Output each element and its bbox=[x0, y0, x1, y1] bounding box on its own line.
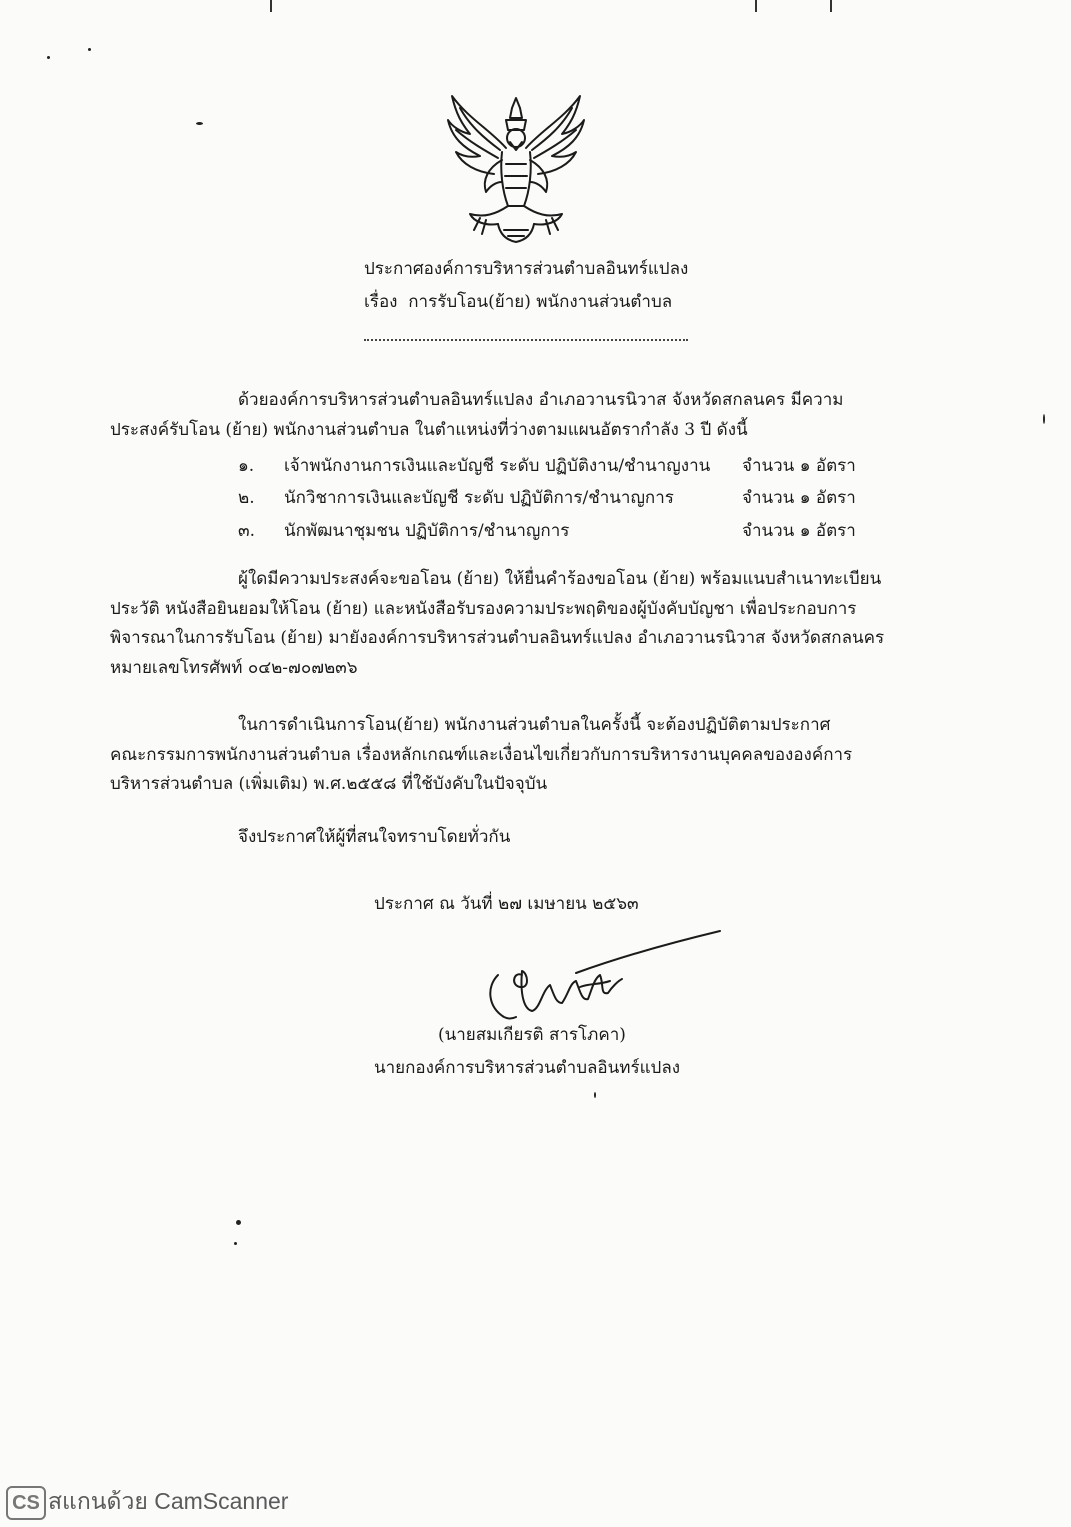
phone-number-line: หมายเลขโทรศัพท์ ๐๔๒-๗๐๗๒๓๖ bbox=[110, 657, 358, 678]
scan-speck bbox=[1043, 414, 1045, 424]
intro-line: ด้วยองค์การบริหารส่วนตำบลอินทร์แปลง อำเภอวานรนิวาส จังหวัดสกลนคร มีความ bbox=[238, 390, 844, 410]
position-count: จำนวน ๑ อัตรา bbox=[742, 521, 856, 541]
announcement-date: ประกาศ ณ วันที่ ๒๗ เมษายน ๒๕๖๓ bbox=[374, 894, 639, 914]
scan-edge-mark bbox=[755, 0, 757, 12]
regulation-paragraph bbox=[110, 711, 910, 800]
handwritten-signature-icon bbox=[480, 925, 730, 1030]
garuda-emblem-icon bbox=[440, 90, 592, 248]
dotted-divider bbox=[364, 339, 688, 341]
scan-edge-mark bbox=[830, 0, 832, 12]
regulation-line: บริหารส่วนตำบล (เพิ่มเติม) พ.ศ.๒๕๕๘ ที่ใช้บังคับในปัจจุบัน bbox=[110, 774, 548, 794]
application-line: ผู้ใดมีความประสงค์จะขอโอน (ย้าย) ให้ยื่นคำร้องขอโอน (ย้าย) พร้อมแนบสำเนาทะเบียน bbox=[238, 569, 882, 589]
scan-speck bbox=[47, 56, 50, 59]
intro-paragraph bbox=[110, 386, 910, 445]
regulation-line: คณะกรรมการพนักงานส่วนตำบล เรื่องหลักเกณฑ์และเงื่อนไขเกี่ยวกับการบริหารงานบุคคลขององค์การ bbox=[110, 744, 853, 765]
application-line: ประวัติ หนังสือยินยอมให้โอน (ย้าย) และหนังสือรับรองความประพฤติของผู้บังคับบัญชา เพื่อประกอบการ bbox=[110, 598, 857, 619]
scan-speck bbox=[594, 1092, 596, 1098]
subject-prefix: เรื่อง bbox=[364, 292, 398, 312]
application-paragraph bbox=[110, 565, 910, 683]
camscanner-logo-icon: CS bbox=[6, 1486, 46, 1520]
position-count: จำนวน ๑ อัตรา bbox=[742, 456, 856, 476]
position-number: ๑. bbox=[238, 456, 255, 476]
scan-speck bbox=[88, 48, 91, 51]
scan-speck bbox=[196, 122, 203, 125]
scan-speck bbox=[236, 1220, 241, 1225]
watermark-text: สแกนด้วย CamScanner bbox=[48, 1488, 289, 1514]
position-count: จำนวน ๑ อัตรา bbox=[742, 488, 856, 508]
position-title: เจ้าพนักงานการเงินและบัญชี ระดับ ปฏิบัติงาน/ชำนาญงาน bbox=[284, 456, 711, 476]
subject-text: การรับโอน(ย้าย) พนักงานส่วนตำบล bbox=[408, 292, 673, 312]
position-item bbox=[238, 518, 878, 544]
position-number: ๓. bbox=[238, 521, 256, 541]
position-item bbox=[238, 485, 878, 511]
scan-edge-mark bbox=[270, 0, 272, 12]
intro-line: ประสงค์รับโอน (ย้าย) พนักงานส่วนตำบล ในตำแหน่งที่ว่างตามแผนอัตรากำลัง 3 ปี ดังนี้ bbox=[110, 419, 748, 440]
position-title: นักวิชาการเงินและบัญชี ระดับ ปฏิบัติการ/ชำนาญการ bbox=[284, 488, 674, 508]
announcement-subject bbox=[364, 291, 672, 313]
signatory-position: นายกองค์การบริหารส่วนตำบลอินทร์แปลง bbox=[374, 1058, 681, 1078]
regulation-line: ในการดำเนินการโอน(ย้าย) พนักงานส่วนตำบลในครั้งนี้ จะต้องปฏิบัติตามประกาศ bbox=[238, 715, 831, 735]
camscanner-watermark bbox=[6, 1484, 288, 1520]
position-item bbox=[238, 453, 878, 479]
position-number: ๒. bbox=[238, 488, 255, 508]
closing-statement: จึงประกาศให้ผู้ที่สนใจทราบโดยทั่วกัน bbox=[238, 827, 511, 847]
position-title: นักพัฒนาชุมชน ปฏิบัติการ/ชำนาญการ bbox=[284, 521, 570, 541]
signatory-name: (นายสมเกียรติ สารโภคา) bbox=[438, 1025, 626, 1045]
application-line: พิจารณาในการรับโอน (ย้าย) มายังองค์การบริหารส่วนตำบลอินทร์แปลง อำเภอวานรนิวาส จังหวัดสกลนคร bbox=[110, 628, 885, 648]
scan-speck bbox=[234, 1242, 237, 1245]
announcement-title: ประกาศองค์การบริหารส่วนตำบลอินทร์แปลง bbox=[364, 259, 689, 279]
